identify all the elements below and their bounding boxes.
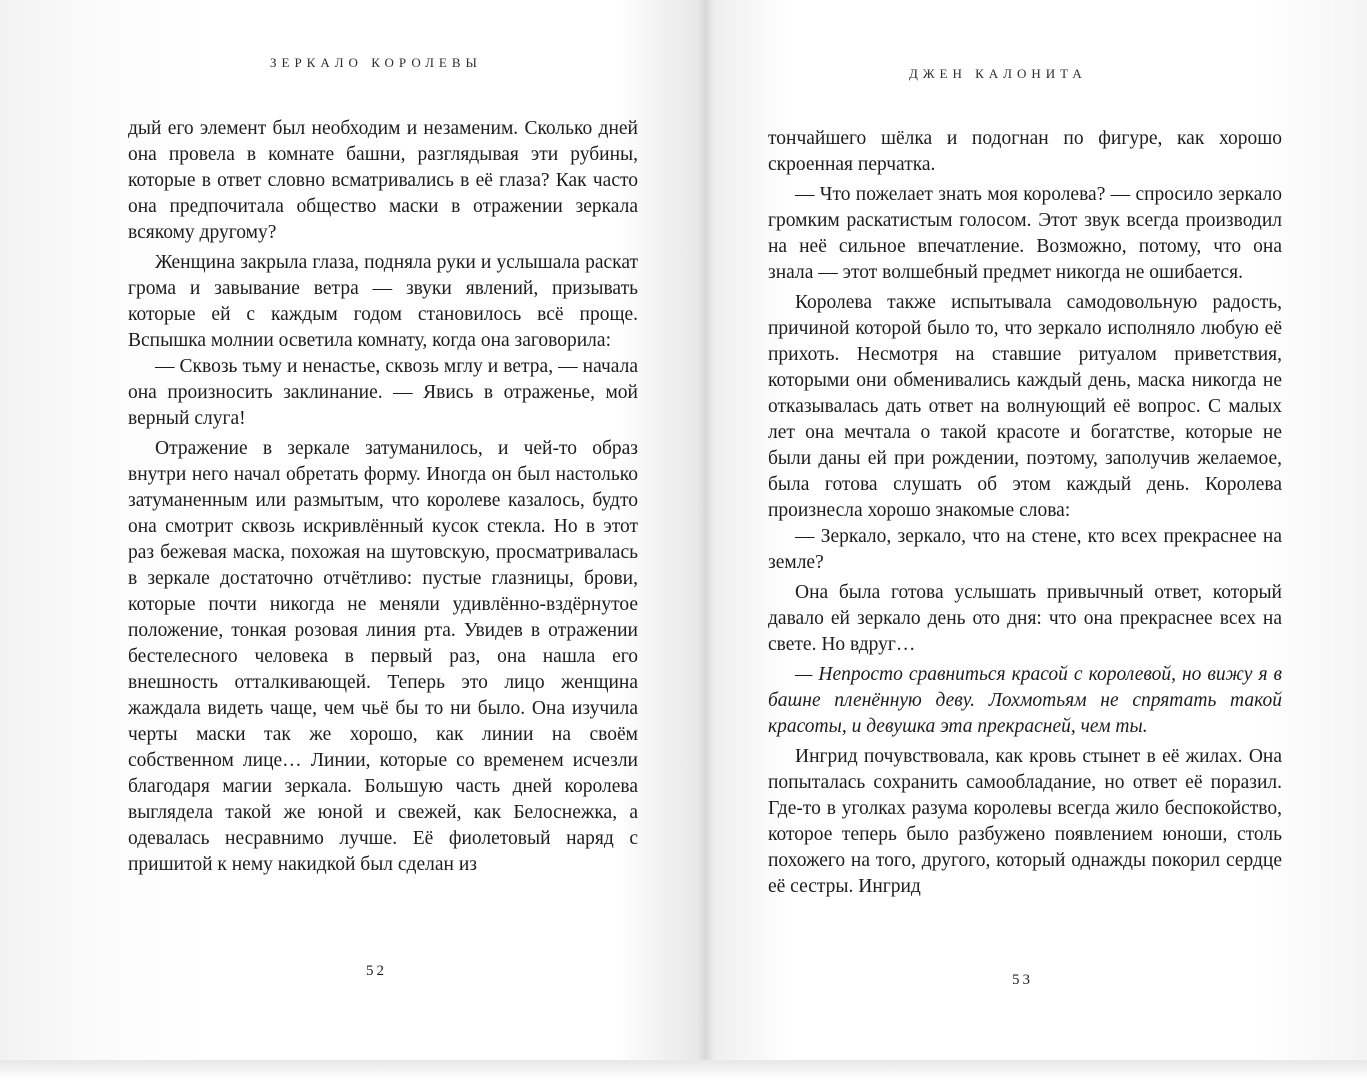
paragraph: Ингрид почувствовала, как кровь стынет в её жилах. Она попыталась сохранить самообладание, но ответ её поразил. Где-то в уголках разума королевы всегда жило беспокойство, которое теперь было разбужено появлением юноши, столь похожего на того, другого, который однажды покорил сердце её сестры. Ингрид <box>768 746 1282 897</box>
paragraph: Женщина закрыла глаза, подняла руки и услышала раскат грома и завывание ветра — звуки явлений, призывать которые ей с каждым годом становилось всё проще. Вспышка молнии осветила комнату, когда она заговорила: <box>128 252 638 351</box>
scan-edge <box>0 1060 1367 1080</box>
right-page-body <box>768 126 1282 900</box>
running-head-left: ЗЕРКАЛО КОРОЛЕВЫ <box>270 55 482 70</box>
page-number-left: 52 <box>366 963 387 979</box>
mirror-answer-paragraph: — Непросто сравниться красой с королевой, но вижу я в башне пленённую деву. Лохмотьям не спрятать такой красоты, и девушка эта прекрасней, чем ты. <box>768 664 1282 737</box>
running-head-right: ДЖЕН КАЛОНИТА <box>909 66 1087 81</box>
dialogue-paragraph: — Зеркало, зеркало, что на стене, кто всех прекраснее на земле? <box>768 526 1282 573</box>
dialogue-paragraph: — Что пожелает знать моя королева? — спросило зеркало громким раскатистым голосом. Этот звук всегда производил на неё сильное впечатление. Возможно, потому, что она знала — этот волшебный предмет никогда не ошибается. <box>768 184 1282 283</box>
paragraph: Она была готова услышать привычный ответ, который давало ей зеркало день ото дня: что она прекраснее всех на свете. Но вдруг… <box>768 582 1282 655</box>
paragraph: Отражение в зеркале затуманилось, и чей-то образ внутри него начал обретать форму. Иногда он был настолько затуманенным или размытым, что королеве казалось, будто она смотрит сквозь искривлённый кусок стекла. Но в этот раз бежевая маска, похожая на шутовскую, просматривалась в зеркале достаточно отчётливо: пустые глазницы, брови, которые почти никогда не меняли удивлённо-вздёрнутое положение, тонкая розовая линия рта. Увидев в отражении бестелесного человека в первый раз, она нашла его внешность отталкивающей. Теперь это лицо женщина жаждала видеть чаще, чем чьё бы то ни было. Она изучила черты маски так же хорошо, как линии на своём собственном лице… Линии, которые со временем исчезли благодаря магии зеркала. Большую часть дней королева выглядела такой же юной и свежей, как Белоснежка, а одевалась несравнимо лучше. Её фиолетовый наряд с пришитой к нему накидкой был сделан из <box>128 438 638 875</box>
paragraph: дый его элемент был необходим и незаменим. Сколько дней она провела в комнате башни, разглядывая эти рубины, которые в ответ словно всматривались в её глаза? Как часто она предпочитала общество маски в отражении зеркала всякому другому? <box>128 118 638 243</box>
page-number-right: 53 <box>1012 972 1033 988</box>
dialogue-paragraph: — Сквозь тьму и ненастье, сквозь мглу и ветра, — начала она произносить заклинание. — Явись в отраженье, мой верный слуга! <box>128 356 638 429</box>
paragraph: Королева также испытывала самодовольную радость, причиной которой было то, что зеркало исполняло любую её прихоть. Несмотря на ставшие ритуалом приветствия, которыми они обменивались каждый день, маска никогда не отказывалась дать ответ на волнующий её вопрос. С малых лет она мечтала о такой красоте и богатстве, которые не были даны ей при рождении, поэтому, заполучив желаемое, была готова слушать об этом каждый день. Королева произнесла хорошо знакомые слова: <box>768 292 1282 521</box>
paragraph: тончайшего шёлка и подогнан по фигуре, как хорошо скроенная перчатка. <box>768 128 1282 175</box>
left-page-body <box>128 116 638 878</box>
